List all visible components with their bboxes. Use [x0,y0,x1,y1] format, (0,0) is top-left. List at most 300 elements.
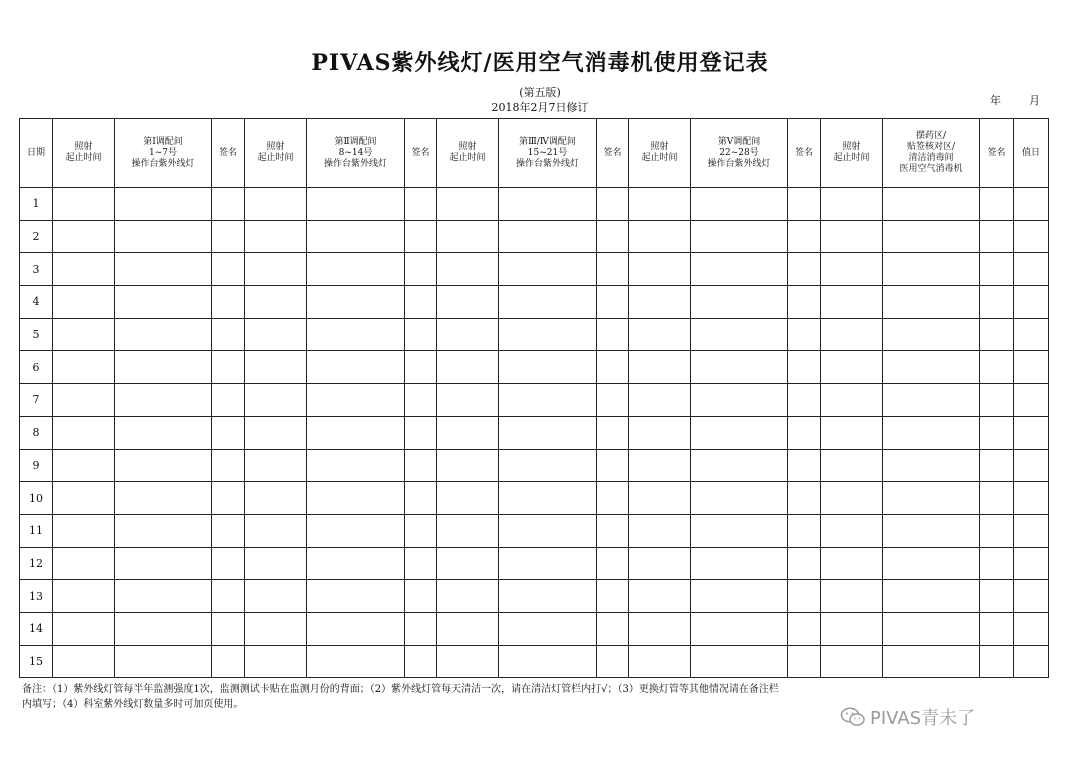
entry-cell[interactable] [245,384,307,417]
entry-cell[interactable] [980,416,1014,449]
entry-cell[interactable] [115,514,212,547]
entry-cell[interactable] [212,351,245,384]
entry-cell[interactable] [499,286,597,319]
entry-cell[interactable] [499,482,597,515]
table-row [20,482,1049,515]
entry-cell[interactable] [405,384,437,417]
entry-cell[interactable] [691,188,788,221]
day-number: 5 [20,318,53,351]
entry-cell[interactable] [1014,220,1049,253]
column-header: 照射 起止时间 [437,119,499,188]
entry-cell[interactable] [821,514,883,547]
entry-cell[interactable] [212,612,245,645]
entry-cell[interactable] [629,612,691,645]
entry-cell[interactable] [788,286,821,319]
entry-cell[interactable] [307,188,405,221]
entry-cell[interactable] [405,449,437,482]
table-row [20,514,1049,547]
entry-cell[interactable] [691,253,788,286]
entry-cell[interactable] [115,286,212,319]
entry-cell[interactable] [405,416,437,449]
year-label: 年 [990,94,1001,107]
column-header: 照射 起止时间 [245,119,307,188]
form-title: PIVAS紫外线灯/医用空气消毒机使用登记表 [311,50,769,76]
entry-cell[interactable] [53,253,115,286]
entry-cell[interactable] [212,416,245,449]
entry-cell[interactable] [883,645,980,678]
column-header: 照射 起止时间 [53,119,115,188]
entry-cell[interactable] [245,188,307,221]
column-header: 签名 [405,119,437,188]
entry-cell[interactable] [629,188,691,221]
entry-cell[interactable] [629,547,691,580]
entry-cell[interactable] [821,188,883,221]
edition-label: (第五版) [519,86,561,99]
entry-cell[interactable] [245,253,307,286]
entry-cell[interactable] [980,449,1014,482]
entry-cell[interactable] [437,514,499,547]
entry-cell[interactable] [629,482,691,515]
entry-cell[interactable] [307,384,405,417]
column-header: 签名 [597,119,629,188]
entry-cell[interactable] [307,612,405,645]
day-number: 13 [20,580,53,613]
entry-cell[interactable] [821,253,883,286]
entry-cell[interactable] [788,580,821,613]
entry-cell[interactable] [307,253,405,286]
entry-cell[interactable] [821,482,883,515]
day-number: 2 [20,220,53,253]
entry-cell[interactable] [307,645,405,678]
entry-cell[interactable] [629,318,691,351]
entry-cell[interactable] [1014,351,1049,384]
entry-cell[interactable] [53,318,115,351]
table-row [20,449,1049,482]
entry-cell[interactable] [597,384,629,417]
entry-cell[interactable] [307,514,405,547]
entry-cell[interactable] [597,645,629,678]
column-header: 日期 [20,119,53,188]
entry-cell[interactable] [307,547,405,580]
entry-cell[interactable] [499,514,597,547]
entry-cell[interactable] [405,188,437,221]
entry-cell[interactable] [212,384,245,417]
entry-cell[interactable] [245,220,307,253]
entry-cell[interactable] [691,384,788,417]
entry-cell[interactable] [437,220,499,253]
entry-cell[interactable] [307,580,405,613]
entry-cell[interactable] [53,547,115,580]
entry-cell[interactable] [405,645,437,678]
entry-cell[interactable] [883,482,980,515]
entry-cell[interactable] [788,449,821,482]
column-header: 第Ⅱ调配间 8~14号 操作台紫外线灯 [307,119,405,188]
entry-cell[interactable] [499,547,597,580]
entry-cell[interactable] [629,351,691,384]
entry-cell[interactable] [821,580,883,613]
entry-cell[interactable] [1014,384,1049,417]
entry-cell[interactable] [1014,580,1049,613]
entry-cell[interactable] [115,253,212,286]
column-header: 签名 [212,119,245,188]
entry-cell[interactable] [788,384,821,417]
entry-cell[interactable] [499,416,597,449]
entry-cell[interactable] [883,384,980,417]
entry-cell[interactable] [53,384,115,417]
entry-cell[interactable] [245,612,307,645]
entry-cell[interactable] [883,351,980,384]
table-row [20,612,1049,645]
entry-cell[interactable] [405,220,437,253]
entry-cell[interactable] [788,645,821,678]
entry-cell[interactable] [597,612,629,645]
entry-cell[interactable] [629,220,691,253]
entry-cell[interactable] [53,612,115,645]
day-number: 14 [20,612,53,645]
entry-cell[interactable] [1014,645,1049,678]
entry-cell[interactable] [980,645,1014,678]
entry-cell[interactable] [212,547,245,580]
table-row [20,645,1049,678]
entry-cell[interactable] [499,351,597,384]
revision-date: 2018年2月7日修订 [491,101,589,114]
entry-cell[interactable] [1014,514,1049,547]
entry-cell[interactable] [437,286,499,319]
entry-cell[interactable] [307,449,405,482]
entry-cell[interactable] [115,645,212,678]
day-number: 1 [20,188,53,221]
entry-cell[interactable] [883,416,980,449]
entry-cell[interactable] [307,220,405,253]
entry-cell[interactable] [307,351,405,384]
entry-cell[interactable] [691,580,788,613]
entry-cell[interactable] [788,188,821,221]
entry-cell[interactable] [437,253,499,286]
entry-cell[interactable] [245,645,307,678]
table-row [20,318,1049,351]
entry-cell[interactable] [629,449,691,482]
entry-cell[interactable] [405,351,437,384]
entry-cell[interactable] [788,416,821,449]
table-body [20,188,1049,678]
entry-cell[interactable] [691,645,788,678]
entry-cell[interactable] [629,384,691,417]
entry-cell[interactable] [597,416,629,449]
entry-cell[interactable] [597,188,629,221]
entry-cell[interactable] [499,449,597,482]
entry-cell[interactable] [883,612,980,645]
entry-cell[interactable] [115,547,212,580]
entry-cell[interactable] [980,286,1014,319]
entry-cell[interactable] [405,547,437,580]
entry-cell[interactable] [597,351,629,384]
entry-cell[interactable] [691,220,788,253]
entry-cell[interactable] [629,253,691,286]
entry-cell[interactable] [53,645,115,678]
entry-cell[interactable] [980,384,1014,417]
entry-cell[interactable] [307,482,405,515]
entry-cell[interactable] [629,580,691,613]
entry-cell[interactable] [115,220,212,253]
entry-cell[interactable] [245,351,307,384]
entry-cell[interactable] [405,612,437,645]
column-header: 签名 [980,119,1014,188]
entry-cell[interactable] [53,416,115,449]
entry-cell[interactable] [980,188,1014,221]
month-label: 月 [1029,94,1040,107]
wechat-icon [840,707,866,727]
day-number: 3 [20,253,53,286]
table-header-row [20,119,1049,188]
entry-cell[interactable] [499,612,597,645]
entry-cell[interactable] [629,286,691,319]
entry-cell[interactable] [115,482,212,515]
entry-cell[interactable] [1014,612,1049,645]
watermark [840,704,975,730]
entry-cell[interactable] [597,449,629,482]
entry-cell[interactable] [405,286,437,319]
entry-cell[interactable] [597,514,629,547]
entry-cell[interactable] [499,220,597,253]
entry-cell[interactable] [212,645,245,678]
entry-cell[interactable] [53,514,115,547]
entry-cell[interactable] [821,547,883,580]
entry-cell[interactable] [53,286,115,319]
entry-cell[interactable] [245,416,307,449]
entry-cell[interactable] [691,416,788,449]
entry-cell[interactable] [821,220,883,253]
entry-cell[interactable] [437,318,499,351]
entry-cell[interactable] [115,188,212,221]
entry-cell[interactable] [245,318,307,351]
table-row [20,253,1049,286]
entry-cell[interactable] [437,482,499,515]
entry-cell[interactable] [437,612,499,645]
entry-cell[interactable] [115,612,212,645]
entry-cell[interactable] [980,318,1014,351]
entry-cell[interactable] [629,514,691,547]
entry-cell[interactable] [821,351,883,384]
column-header: 第Ⅴ调配间 22~28号 操作台紫外线灯 [691,119,788,188]
entry-cell[interactable] [405,318,437,351]
entry-cell[interactable] [980,351,1014,384]
entry-cell[interactable] [597,253,629,286]
entry-cell[interactable] [245,449,307,482]
day-number: 15 [20,645,53,678]
entry-cell[interactable] [883,286,980,319]
entry-cell[interactable] [691,514,788,547]
table-row [20,188,1049,221]
entry-cell[interactable] [53,351,115,384]
entry-cell[interactable] [980,220,1014,253]
entry-cell[interactable] [212,286,245,319]
entry-cell[interactable] [437,351,499,384]
entry-cell[interactable] [883,449,980,482]
entry-cell[interactable] [437,547,499,580]
entry-cell[interactable] [821,645,883,678]
entry-cell[interactable] [821,318,883,351]
entry-cell[interactable] [691,547,788,580]
day-number: 9 [20,449,53,482]
entry-cell[interactable] [115,351,212,384]
entry-cell[interactable] [115,580,212,613]
entry-cell[interactable] [437,645,499,678]
entry-cell[interactable] [405,482,437,515]
entry-cell[interactable] [405,253,437,286]
entry-cell[interactable] [883,188,980,221]
entry-cell[interactable] [597,286,629,319]
column-header: 照射 起止时间 [821,119,883,188]
entry-cell[interactable] [307,416,405,449]
column-header: 签名 [788,119,821,188]
notes-line-2: 内填写；（4）科室紫外线灯数量多时可加页使用。 [22,699,244,710]
entry-cell[interactable] [1014,482,1049,515]
entry-cell[interactable] [437,416,499,449]
entry-cell[interactable] [980,253,1014,286]
entry-cell[interactable] [405,514,437,547]
entry-cell[interactable] [691,449,788,482]
entry-cell[interactable] [245,580,307,613]
column-header: 值日 [1014,119,1049,188]
entry-cell[interactable] [212,514,245,547]
entry-cell[interactable] [307,318,405,351]
entry-cell[interactable] [437,580,499,613]
entry-cell[interactable] [115,384,212,417]
entry-cell[interactable] [821,449,883,482]
day-number: 10 [20,482,53,515]
entry-cell[interactable] [883,318,980,351]
entry-cell[interactable] [980,580,1014,613]
entry-cell[interactable] [788,482,821,515]
entry-cell[interactable] [788,318,821,351]
entry-cell[interactable] [499,645,597,678]
entry-cell[interactable] [115,318,212,351]
entry-cell[interactable] [629,416,691,449]
entry-cell[interactable] [980,482,1014,515]
entry-cell[interactable] [212,318,245,351]
entry-cell[interactable] [1014,188,1049,221]
day-number: 11 [20,514,53,547]
column-header: 照射 起止时间 [629,119,691,188]
entry-cell[interactable] [1014,547,1049,580]
entry-cell[interactable] [788,612,821,645]
table-row [20,580,1049,613]
entry-cell[interactable] [1014,318,1049,351]
entry-cell[interactable] [245,547,307,580]
entry-cell[interactable] [597,580,629,613]
day-number: 7 [20,384,53,417]
table-row [20,384,1049,417]
entry-cell[interactable] [212,253,245,286]
entry-cell[interactable] [1014,449,1049,482]
entry-cell[interactable] [499,253,597,286]
entry-cell[interactable] [245,482,307,515]
day-number: 4 [20,286,53,319]
entry-cell[interactable] [1014,416,1049,449]
entry-cell[interactable] [212,449,245,482]
entry-cell[interactable] [212,482,245,515]
table-row [20,286,1049,319]
entry-cell[interactable] [597,220,629,253]
entry-cell[interactable] [499,580,597,613]
entry-cell[interactable] [883,220,980,253]
registration-table [19,118,1049,678]
entry-cell[interactable] [883,547,980,580]
entry-cell[interactable] [821,416,883,449]
entry-cell[interactable] [53,220,115,253]
entry-cell[interactable] [499,188,597,221]
entry-cell[interactable] [437,449,499,482]
entry-cell[interactable] [883,514,980,547]
entry-cell[interactable] [788,514,821,547]
entry-cell[interactable] [691,318,788,351]
entry-cell[interactable] [245,286,307,319]
entry-cell[interactable] [212,220,245,253]
entry-cell[interactable] [53,188,115,221]
entry-cell[interactable] [597,482,629,515]
entry-cell[interactable] [212,188,245,221]
table-row [20,220,1049,253]
entry-cell[interactable] [691,351,788,384]
entry-cell[interactable] [788,547,821,580]
entry-cell[interactable] [245,514,307,547]
entry-cell[interactable] [980,514,1014,547]
entry-cell[interactable] [597,547,629,580]
entry-cell[interactable] [212,580,245,613]
watermark-text: PIVAS青未了 [870,708,976,729]
entry-cell[interactable] [1014,286,1049,319]
table-row [20,351,1049,384]
table-row [20,547,1049,580]
entry-cell[interactable] [307,286,405,319]
entry-cell[interactable] [821,612,883,645]
entry-cell[interactable] [980,547,1014,580]
entry-cell[interactable] [788,351,821,384]
entry-cell[interactable] [437,188,499,221]
entry-cell[interactable] [115,416,212,449]
day-number: 8 [20,416,53,449]
entry-cell[interactable] [883,580,980,613]
entry-cell[interactable] [597,318,629,351]
column-header: 第Ⅰ调配间 1~7号 操作台紫外线灯 [115,119,212,188]
entry-cell[interactable] [53,580,115,613]
table-row [20,416,1049,449]
entry-cell[interactable] [788,253,821,286]
entry-cell[interactable] [691,286,788,319]
entry-cell[interactable] [405,580,437,613]
day-number: 6 [20,351,53,384]
entry-cell[interactable] [980,612,1014,645]
entry-cell[interactable] [883,253,980,286]
column-header: 摆药区/ 贴签核对区/ 清洁消毒间 医用空气消毒机 [883,119,980,188]
entry-cell[interactable] [821,384,883,417]
entry-cell[interactable] [53,449,115,482]
entry-cell[interactable] [691,612,788,645]
column-header: 第Ⅲ/Ⅳ调配间 15~21号 操作台紫外线灯 [499,119,597,188]
entry-cell[interactable] [437,384,499,417]
entry-cell[interactable] [691,482,788,515]
entry-cell[interactable] [788,220,821,253]
notes-line-1: 备注：（1）紫外线灯管每半年监测强度1次，监测测试卡贴在监测月份的背面；（2）紫外线灯管每天清洁一次，请在清洁灯管栏内打√；（3）更换灯管等其他情况请在备注栏 [22,684,779,695]
entry-cell[interactable] [499,318,597,351]
entry-cell[interactable] [1014,253,1049,286]
entry-cell[interactable] [115,449,212,482]
entry-cell[interactable] [53,482,115,515]
day-number: 12 [20,547,53,580]
entry-cell[interactable] [499,384,597,417]
entry-cell[interactable] [821,286,883,319]
entry-cell[interactable] [629,645,691,678]
